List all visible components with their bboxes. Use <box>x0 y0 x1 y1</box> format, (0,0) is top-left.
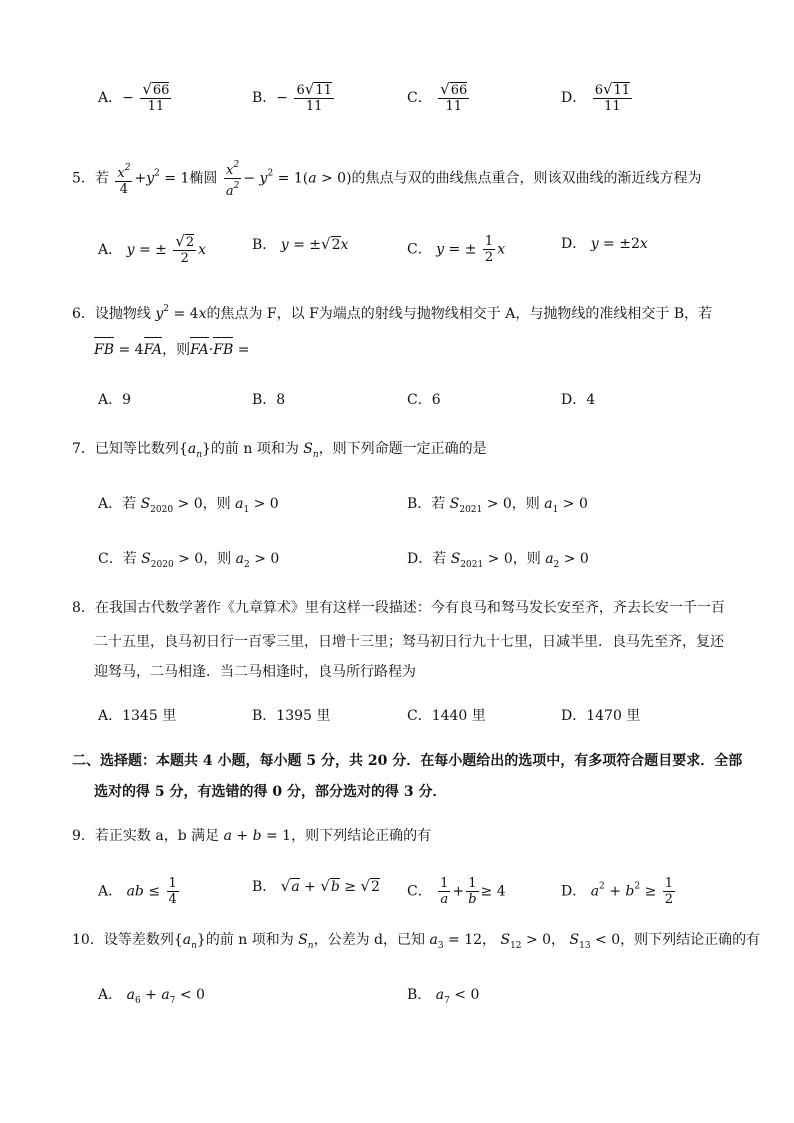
q8-stem-line3: 迎驽马，二马相逢．当二马相逢时，良马所行路程为 <box>94 664 416 680</box>
q5-option-a: A． y = ± $\frac{√2}{2}$ x <box>98 232 207 266</box>
q9-option-c: C． $\frac{1}{a}$ + $\frac{1}{b}$ ≥ 4 <box>407 876 506 907</box>
q10-stem: 10．设等差数列$\{a_n\}$的前 n 项和为 $S_n$，公差为 d，已知 $a_3 = 12$， $S_{12} > 0$， $S_{13} < 0$，则下列结论正确的有 <box>72 932 761 951</box>
q6-stem-line1: 6．设抛物线 $y^2 = 4x$的焦点为 F，以 F为端点的射线与抛物线相交于 A，与抛物线的准线相交于 B，若 <box>72 304 713 322</box>
q6-option-b: B．8 <box>252 392 286 408</box>
q4-option-c: C． $\frac{√66}{11}$ <box>407 80 468 114</box>
q7-option-d: D．若 $S_{2021} > 0$，则 $a_2 > 0$ <box>407 551 589 570</box>
q5-option-c: C． y = ± $\frac{1}{2}$ x <box>407 234 506 265</box>
q5-stem: 5．若 $\frac{x^2}{4}$ $+y^2 = 1$椭圆 $\frac{x^2}{a^2}$ − $y^2 = 1(a > 0)$的焦点与双的曲线焦点重合，则该双曲线的渐近线方程为 <box>72 160 702 199</box>
q4-option-a: A．− $\frac{√66}{11}$ <box>98 80 170 114</box>
q4-option-b: B．− $\frac{6√11}{11}$ <box>252 80 332 114</box>
q5-option-d: D． y = ±2x <box>561 236 648 252</box>
q8-option-d: D．1470 里 <box>561 708 641 724</box>
q8-option-c: C．1440 里 <box>407 708 486 724</box>
q7-option-a: A．若 $S_{2020} > 0$，则 $a_1 > 0$ <box>98 496 279 515</box>
q7-stem: 7．已知等比数列$\{a_n\}$的前 n 项和为 $S_n$，则下列命题一定正确的是 <box>72 441 487 460</box>
q7-option-b: B．若 $S_{2021} > 0$，则 $a_1 > 0$ <box>407 496 588 515</box>
q9-option-d: D． $a^2 + b^2$ ≥ $\frac{1}{2}$ <box>561 876 674 907</box>
q8-stem-line2: 二十五里，良马初日行一百零三里，日增十三里；驽马初日行九十七里，日减半里．良马先至齐，复还 <box>94 634 724 650</box>
q8-option-a: A．1345 里 <box>98 708 177 724</box>
q10-option-a: A． $a_6 + a_7 < 0$ <box>98 987 205 1006</box>
q4-option-d: D． $\frac{6√11}{11}$ <box>561 80 631 114</box>
q5-option-b: B． y = ±√2x <box>252 235 349 253</box>
q7-option-c: C．若 $S_{2020} > 0$，则 $a_2 > 0$ <box>98 551 280 570</box>
q10-option-b: B． $a_7 < 0$ <box>407 987 480 1006</box>
q9-option-b: B． √a + √b ≥ √2 <box>252 877 380 895</box>
q8-stem-line1: 8．在我国古代数学著作《九章算术》里有这样一段描述：今有良马和驽马发长安至齐，齐去长安一千一百 <box>72 600 725 616</box>
q8-option-b: B．1395 里 <box>252 708 331 724</box>
q6-option-c: C．6 <box>407 392 441 408</box>
section2-heading-line2: 选对的得 5 分，有选错的得 0 分，部分选对的得 3 分． <box>94 784 447 800</box>
q9-option-a: A． ab ≤ $\frac{1}{4}$ <box>98 876 177 907</box>
q9-stem: 9．若正实数 a，b 满足 a + b = 1，则下列结论正确的有 <box>72 828 432 844</box>
q6-stem-line2: FB = 4FA，则FA·FB = <box>94 342 250 358</box>
q6-option-d: D．4 <box>561 392 596 408</box>
section2-heading-line1: 二、选择题：本题共 4 小题，每小题 5 分，共 20 分．在每小题给出的选项中，有多项符合题目要求．全部 <box>72 753 743 769</box>
q6-option-a: A．9 <box>98 392 132 408</box>
